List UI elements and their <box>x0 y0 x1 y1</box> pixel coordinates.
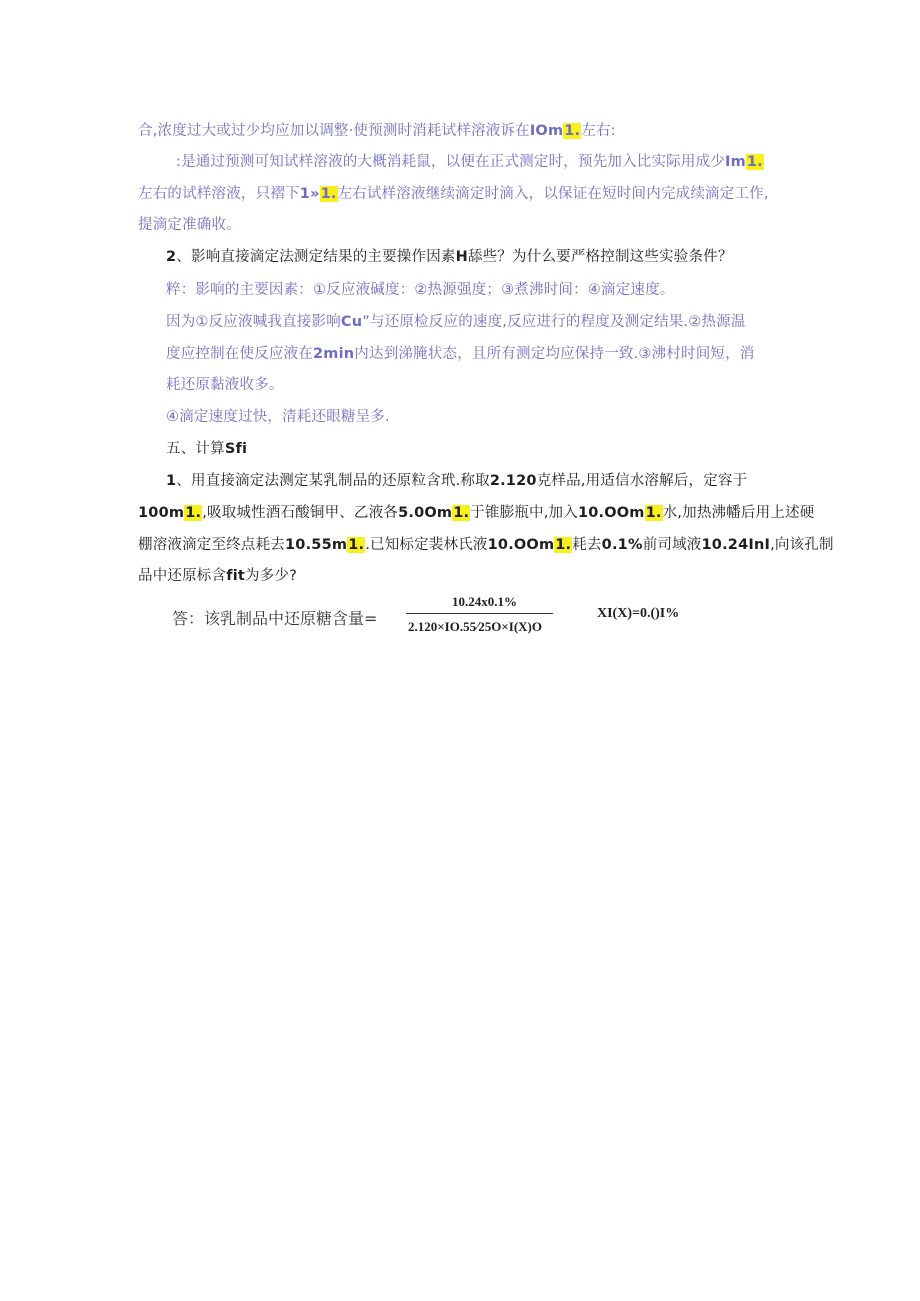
text-segment-bold: 2min <box>313 346 355 362</box>
text-line-14 <box>138 535 834 555</box>
text-segment-bold: 1» <box>299 186 320 202</box>
fraction-bar <box>406 613 553 614</box>
text-segment-bold: 10.OOm <box>487 537 555 553</box>
text-segment-bold: fit <box>226 568 246 584</box>
text-segment: 克样品,用适信水溶解后，定容于 <box>536 473 748 489</box>
highlight-mark: 1. <box>320 186 337 202</box>
text-segment: ,吸取城性酒石酸铜甲、乙液各 <box>202 505 399 521</box>
text-segment: 为多少? <box>245 568 298 584</box>
text-segment: 舔些？为什么要严格控制这些实验条件？ <box>467 249 733 265</box>
text-segment: 合,浓度过大或过少均应加以调整·使预测时消耗试样溶液诉在 <box>138 123 530 139</box>
text-segment: 前司域液 <box>642 537 702 553</box>
highlight-mark: 1. <box>348 537 365 553</box>
highlight-mark: 1. <box>453 505 470 521</box>
answer-text: 答：该乳制品中还原糖含量= <box>172 609 378 628</box>
text-segment: 、用直接滴定法测定某乳制品的还原粒含玳.称取 <box>176 473 490 489</box>
text-segment-bold: 2.120 <box>489 473 537 489</box>
text-segment: 粹：影响的主要因素：①反应液碱度：②热源强度；③煮沸时间：④滴定速度。 <box>166 282 675 298</box>
text-segment: .已知标定裴林氏液 <box>365 537 488 553</box>
text-segment: 于锥膨瓶中,加入 <box>470 505 578 521</box>
question-number: 2 <box>166 249 177 265</box>
highlight-mark: 1. <box>185 505 202 521</box>
text-line-2 <box>176 152 764 172</box>
text-segment: 、影响直接滴定法测定结果的主要操作因素 <box>176 249 456 265</box>
problem-1 <box>166 471 747 491</box>
text-segment-bold: 5.0Om <box>398 505 453 521</box>
text-segment: ④滴定速度过快，清耗还眼糖呈多. <box>166 409 390 425</box>
text-line-3 <box>138 184 769 204</box>
text-segment-bold: 0.1% <box>601 537 643 553</box>
text-segment: ,向该孔制 <box>770 537 834 553</box>
text-segment-bold: Cu <box>340 314 363 330</box>
text-segment-bold: IOm <box>529 123 564 139</box>
text-segment: 左右的试样溶液，只褶下 <box>138 186 300 202</box>
text-line-7 <box>166 312 746 332</box>
text-segment: 左右: <box>581 123 616 139</box>
text-line-13 <box>138 503 814 523</box>
text-line-15 <box>138 566 297 586</box>
answer-label <box>172 606 377 629</box>
problem-number: 1 <box>166 473 177 489</box>
text-segment-bold: 100m <box>138 505 185 521</box>
text-line-10 <box>166 407 390 427</box>
section-heading <box>166 439 247 459</box>
formula-result: XI(X)=0.()I% <box>597 606 680 621</box>
text-segment: :是通过预测可知试样溶液的大概消耗鼠，以便在正式测定时，预先加入比实际用成少 <box>176 154 725 170</box>
highlight-mark: 1. <box>564 123 581 139</box>
text-segment: 品中还原标含 <box>138 568 227 584</box>
text-segment-bold: Sfi <box>224 441 248 457</box>
text-segment-bold: Im <box>724 154 746 170</box>
text-segment: 水,加热沸幡后用上述硬 <box>662 505 815 521</box>
highlight-mark: 1. <box>645 505 662 521</box>
text-line-1 <box>138 121 616 141</box>
text-segment: 耗去 <box>572 537 602 553</box>
text-segment: 内达到涕腌状态，且所有测定均应保持一致.③沸村时间短，消 <box>354 346 755 362</box>
question-2 <box>166 247 733 267</box>
text-segment: 度应控制在使反应液在 <box>166 346 313 362</box>
text-segment: 棚溶液滴定至终点耗去 <box>138 537 285 553</box>
text-segment-bold: H <box>455 249 468 265</box>
text-segment-bold: 10.55m <box>285 537 348 553</box>
text-segment-bold: 10.OOm <box>577 505 645 521</box>
formula-denominator: 2.120×IO.55⁄25O×I(X)O <box>408 619 542 634</box>
text-segment: 提滴定准确收。 <box>138 217 241 233</box>
highlight-mark: 1. <box>746 154 763 170</box>
text-line-4 <box>138 215 241 235</box>
text-segment: 左右试样溶液继续滴定时滴入，以保证在短时间内完成续滴定工作, <box>337 186 769 202</box>
formula-numerator: 10.24x0.1% <box>452 594 517 609</box>
text-line-6 <box>166 280 675 300</box>
text-segment: ”与还原检反应的速度,反应进行的程度及测定结果.②热源温 <box>362 314 746 330</box>
highlight-mark: 1. <box>555 537 572 553</box>
text-segment: 耗还原黏液收多。 <box>166 377 284 393</box>
text-segment: 因为①反应液喊我直接影响 <box>166 314 341 330</box>
text-segment: 五、计算 <box>166 441 225 457</box>
text-line-8 <box>166 344 755 364</box>
text-segment-bold: 10.24InI <box>701 537 771 553</box>
text-line-9 <box>166 375 284 395</box>
